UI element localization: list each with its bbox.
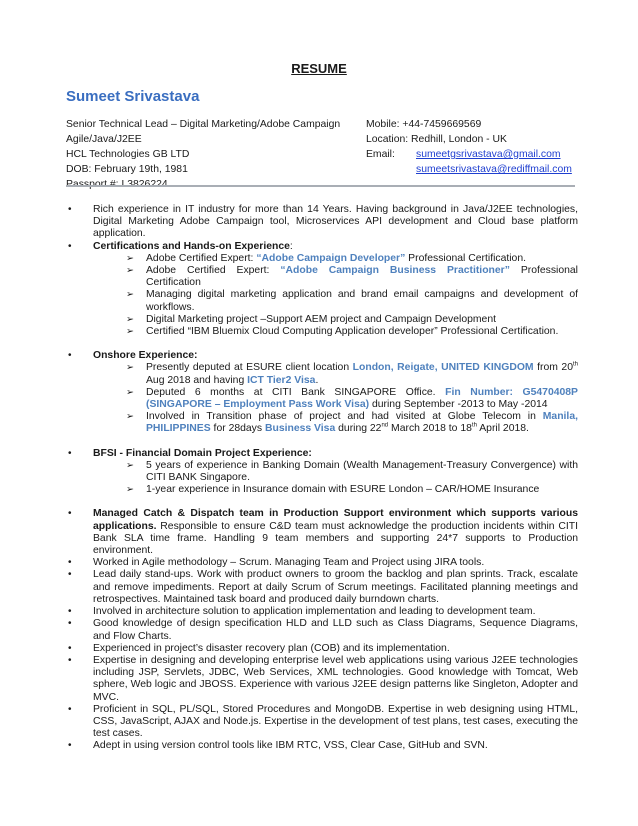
onshore-text: . [315,374,319,386]
cert-text: Professional Certification [146,265,578,289]
onshore-sublist [93,362,578,435]
managed-heading: Managed Catch & Dispatch team in Production Support environment which supports various applications. [93,508,578,532]
header-left-info [66,117,356,192]
email-link-gmail[interactable]: sumeetgsrivastava@gmail.com [416,149,561,160]
onshore-text: April 2018. [476,423,529,435]
list-item [93,362,578,386]
onshore-text: March 2018 to 18 [388,423,472,435]
skills-line: Agile/Java/J2EE [66,134,142,145]
onshore-text: Aug 2018 and having [146,374,248,386]
list-item [93,265,578,289]
cert-text: Professional Certification. [405,252,526,264]
cert-highlight: “Adobe Campaign Business Practitioner” [280,265,510,277]
list-item: • Worked in Agile methodology – Scrum. Managing Team and Project using JIRA tools. [66,557,578,569]
document-title: RESUME [291,61,347,76]
list-item [66,448,578,497]
email-row-2 [366,162,606,177]
list-item: • Expertise in designing and developing enterprise level web applications using various J2EE technologies including JSP, Servlets, JDBC, Web Services, XML technologies. Good knowledge with Tomcat, Web sphere, Web logic and JBOSS. Experience with various J2EE design patterns like Singleton, Adopter and MVC. [66,655,578,704]
bfsi-sublist [93,460,578,497]
list-item: • Proficient in SQL, PL/SQL, Stored Procedures and MongoDB. Expertise in web designing using HTML, CSS, JavaScript, AJAX and Node.js. Expertise in the development of test plans, test cases, executing the test cases. [66,704,578,741]
onshore-heading: Onshore Experience: [93,350,198,362]
certifications-heading: Certifications and Hands-on Experience [93,240,290,252]
resume-body [66,204,578,753]
cert-text: Adobe Certified Expert: [146,252,257,264]
certifications-sublist [93,253,578,338]
summary-list [66,204,578,753]
list-item: ➢ Certified “IBM Bluemix Cloud Computing Application developer” Professional Certification. [93,326,578,338]
heading-colon: : [289,240,293,252]
list-item [93,253,578,265]
list-item: ➢ 1-year experience in Insurance domain with ESURE London – CAR/HOME Insurance [93,484,578,496]
onshore-text: Presently deputed at ESURE client location [146,362,353,374]
list-item: • Experienced in project’s disaster recovery plan (COB) and its implementation. [66,643,578,655]
location: Location: Redhill, London - UK [366,134,507,145]
onshore-text: from 20 [533,362,573,374]
list-item: • Good knowledge of design specification HLD and LLD such as Class Diagrams, Sequence Diagrams, and Flow Charts. [66,618,578,642]
onshore-highlight: ICT Tier2 Visa [247,374,316,386]
onshore-text: Involved in Transition phase of project and had visited at Globe Telecom in [146,411,543,423]
onshore-text: during September -2013 to May -2014 [369,399,548,411]
onshore-text: for 28days [210,423,265,435]
onshore-highlight: Fin Number: G5470408P (SINGAPORE – Employment Pass Work Visa) [146,386,578,411]
passport-number: Passport #: L3826224 [66,179,168,190]
ordinal-suffix: nd [381,422,389,429]
list-item: ➢ Digital Marketing project –Support AEM project and Campaign Development [93,314,578,326]
cert-text: Adobe Certified Expert: [146,265,281,277]
candidate-name: Sumeet Srivastava [66,88,200,105]
onshore-text: Deputed 6 months at CITI Bank SINGAPORE Office. [146,386,446,398]
managed-text: Responsible to ensure C&D team must acknowledge the production incidents within CITI Bank SLA time frame. Handling 9 team members and supporting 24*7 supports to Production environment. [93,520,578,557]
onshore-text: during 22 [335,423,382,435]
list-item [66,241,578,339]
email-link-rediff[interactable]: sumeetsrivastava@rediffmail.com [416,164,572,175]
list-item: • Lead daily stand-ups. Work with product owners to groom the backlog and plan sprints. Track, escalate and remove impediments. Report at daily Scrum of Scrum meetings. Facilitated planning meetings and retrospectives. Maintained task board and produced daily burndown charts. [66,569,578,606]
onshore-highlight: Business Visa [264,423,336,435]
email-label: Email: [366,149,395,160]
onshore-highlight: London, Reigate, UNITED KINGDOM [352,362,534,374]
onshore-highlight: Manila, PHILIPPINES [146,411,578,435]
list-item [93,387,578,411]
mobile-number: Mobile: +44-7459669569 [366,119,482,130]
list-item [66,350,578,435]
list-item: • Involved in architecture solution to application implementation and leading to development team. [66,606,578,618]
list-item [93,411,578,435]
employer: HCL Technologies GB LTD [66,149,190,160]
date-of-birth: DOB: February 19th, 1981 [66,164,188,175]
ordinal-suffix: th [572,361,578,368]
ordinal-suffix: th [471,422,477,429]
list-item [66,204,578,241]
list-item: ➢ Managing digital marketing application and brand email campaigns and development of workflows. [93,289,578,313]
cert-highlight: “Adobe Campaign Developer” [256,252,406,264]
email-row [366,147,606,162]
list-item [66,508,578,557]
bfsi-heading: BFSI - Financial Domain Project Experience: [93,447,312,459]
header-right-info [366,117,606,177]
experience-summary: Rich experience in IT industry for more than 14 Years. Having background in Java/J2EE technologies, Digital Marketing Adobe Campaign tool, Microservices API development and Cloud base platform application. [93,204,578,240]
list-item: • Adept in using version control tools like IBM RTC, VSS, Clear Case, GitHub and SVN. [66,740,578,752]
header-divider [66,185,575,187]
list-item: ➢ 5 years of experience in Banking Domain (Wealth Management-Treasury Convergence) with CITI BANK Singapore. [93,460,578,484]
job-title: Senior Technical Lead – Digital Marketing/Adobe Campaign [66,119,341,130]
